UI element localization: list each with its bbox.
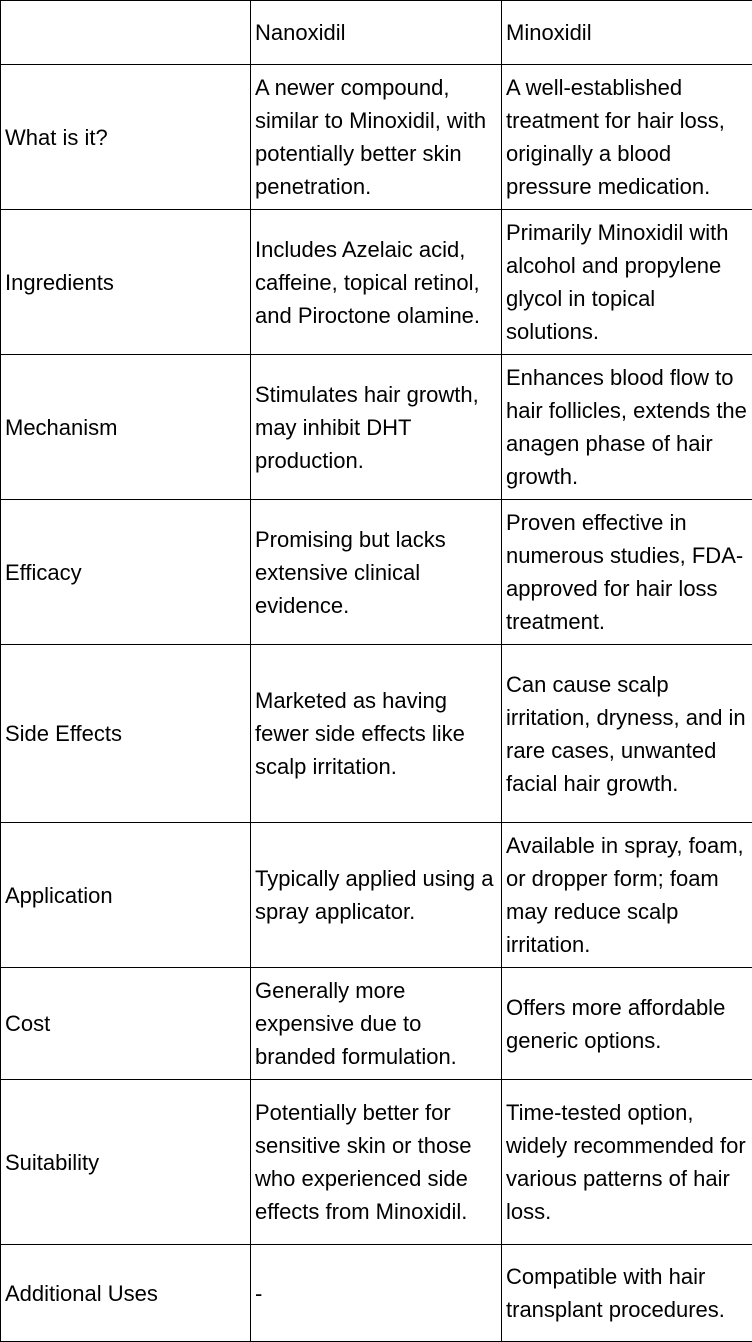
row-label: Application xyxy=(1,823,251,968)
table-row xyxy=(1,65,752,210)
row-label: Additional Uses xyxy=(1,1245,251,1342)
nanoxidil-cell: Generally more expensive due to branded formulation. xyxy=(251,968,502,1080)
table-row xyxy=(1,355,752,500)
table-row xyxy=(1,1245,752,1342)
table-row xyxy=(1,645,752,823)
minoxidil-cell: Primarily Minoxidil with alcohol and propylene glycol in topical solutions. xyxy=(502,210,752,355)
minoxidil-cell: Enhances blood flow to hair follicles, extends the anagen phase of hair growth. xyxy=(502,355,752,500)
row-label: What is it? xyxy=(1,65,251,210)
table-row xyxy=(1,1080,752,1245)
nanoxidil-cell: Promising but lacks extensive clinical evidence. xyxy=(251,500,502,645)
row-label: Ingredients xyxy=(1,210,251,355)
nanoxidil-cell: Typically applied using a spray applicator. xyxy=(251,823,502,968)
nanoxidil-cell: Stimulates hair growth, may inhibit DHT production. xyxy=(251,355,502,500)
minoxidil-cell: Time-tested option, widely recommended for various patterns of hair loss. xyxy=(502,1080,752,1245)
header-corner-cell xyxy=(1,1,251,65)
header-minoxidil: Minoxidil xyxy=(502,1,752,65)
nanoxidil-cell: Includes Azelaic acid, caffeine, topical retinol, and Piroctone olamine. xyxy=(251,210,502,355)
table-row xyxy=(1,210,752,355)
table-row xyxy=(1,823,752,968)
minoxidil-cell: Proven effective in numerous studies, FDA-approved for hair loss treatment. xyxy=(502,500,752,645)
row-label: Side Effects xyxy=(1,645,251,823)
header-row xyxy=(1,1,752,65)
nanoxidil-cell: Potentially better for sensitive skin or those who experienced side effects from Minoxidil. xyxy=(251,1080,502,1245)
nanoxidil-cell: - xyxy=(251,1245,502,1342)
header-nanoxidil: Nanoxidil xyxy=(251,1,502,65)
row-label: Cost xyxy=(1,968,251,1080)
minoxidil-cell: Offers more affordable generic options. xyxy=(502,968,752,1080)
row-label: Mechanism xyxy=(1,355,251,500)
table-row xyxy=(1,500,752,645)
row-label: Efficacy xyxy=(1,500,251,645)
minoxidil-cell: Can cause scalp irritation, dryness, and in rare cases, unwanted facial hair growth. xyxy=(502,645,752,823)
nanoxidil-cell: A newer compound, similar to Minoxidil, with potentially better skin penetration. xyxy=(251,65,502,210)
row-label: Suitability xyxy=(1,1080,251,1245)
minoxidil-cell: Available in spray, foam, or dropper form; foam may reduce scalp irritation. xyxy=(502,823,752,968)
table-row xyxy=(1,968,752,1080)
minoxidil-cell: A well-established treatment for hair loss, originally a blood pressure medication. xyxy=(502,65,752,210)
nanoxidil-cell: Marketed as having fewer side effects like scalp irritation. xyxy=(251,645,502,823)
minoxidil-cell: Compatible with hair transplant procedures. xyxy=(502,1245,752,1342)
